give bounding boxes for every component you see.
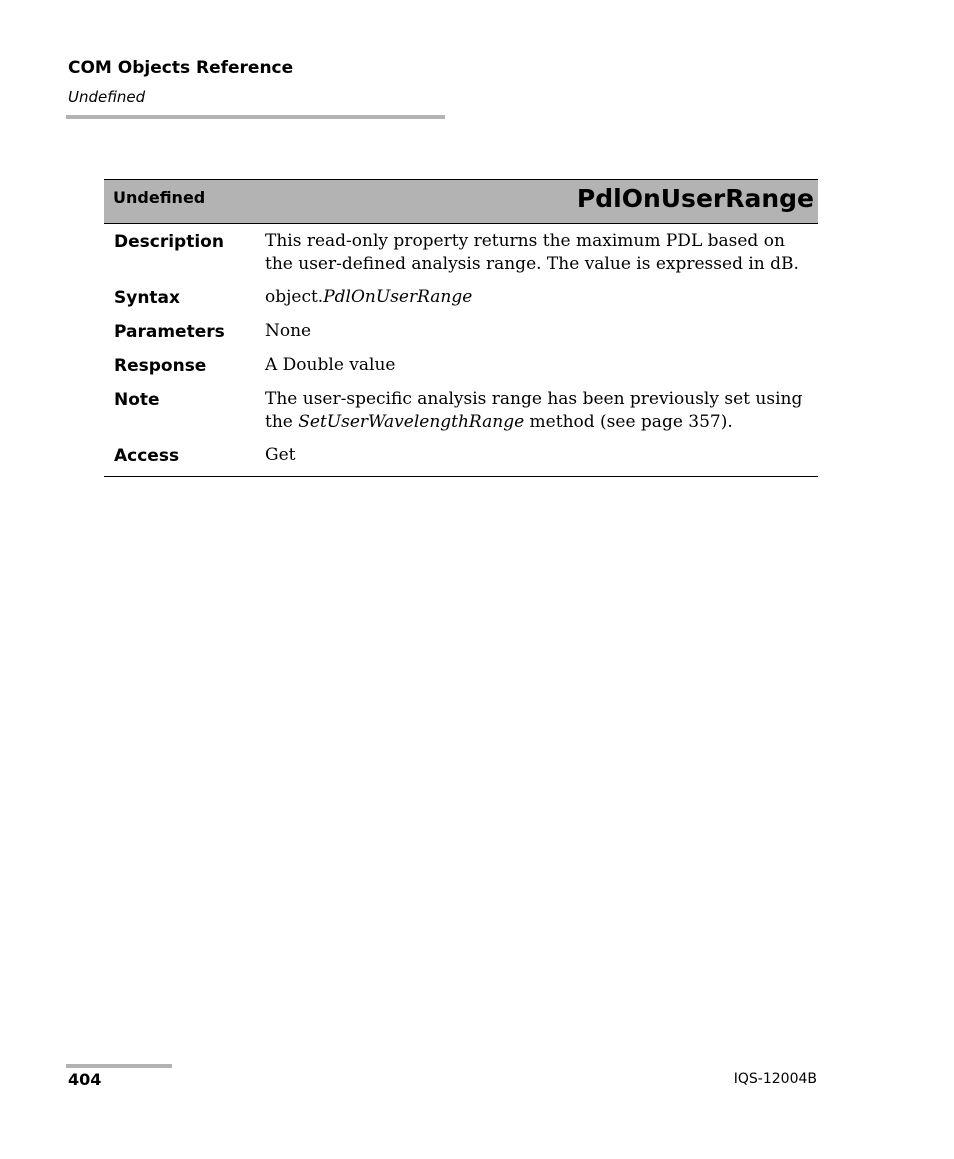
syntax-property: PdlOnUserRange — [323, 287, 473, 307]
row-parameters — [104, 320, 818, 344]
footer-rule — [66, 1064, 172, 1068]
row-response — [104, 354, 818, 378]
header-rule — [66, 115, 445, 119]
row-label-note: Note — [114, 390, 160, 410]
row-description — [104, 230, 818, 276]
running-header-title: COM Objects Reference — [68, 58, 294, 78]
row-note — [104, 388, 818, 434]
row-value-response: A Double value — [265, 355, 396, 375]
syntax-prefix: object. — [265, 287, 324, 307]
row-syntax — [104, 286, 818, 310]
note-text-before: The user-specific analysis range has been previously set using the — [265, 389, 803, 432]
object-name: Undefined — [113, 188, 206, 207]
row-label-description: Description — [114, 232, 224, 252]
running-header-subtitle: Undefined — [68, 88, 146, 106]
row-value-access: Get — [265, 445, 296, 465]
row-value-parameters: None — [265, 321, 312, 341]
row-access — [104, 444, 818, 468]
row-label-access: Access — [114, 446, 180, 466]
row-value-syntax — [265, 286, 805, 310]
property-reference-table — [104, 179, 818, 477]
property-name: PdlOnUserRange — [576, 184, 814, 213]
row-label-parameters: Parameters — [114, 322, 225, 342]
page-number: 404 — [68, 1070, 102, 1089]
table-header-bar — [104, 180, 818, 224]
table-body — [104, 224, 818, 476]
note-method-name: SetUserWavelengthRange — [298, 412, 525, 432]
row-label-response: Response — [114, 356, 207, 376]
row-value-note — [265, 388, 805, 434]
note-text-after: method (see page 357). — [524, 412, 733, 432]
row-label-syntax: Syntax — [114, 288, 180, 308]
document-id: IQS-12004B — [733, 1071, 817, 1087]
row-value-description: This read-only property returns the maximum PDL based on the user-defined analysis range. The value is expressed in dB. — [265, 231, 799, 274]
